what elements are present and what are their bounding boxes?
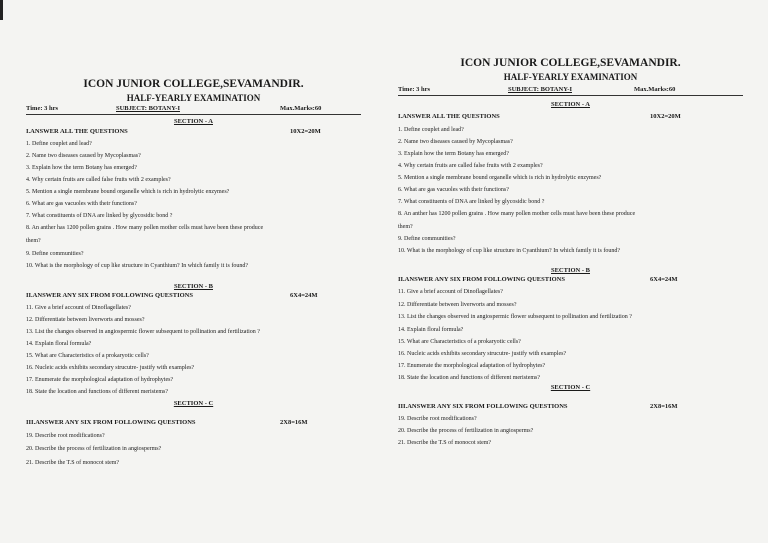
- left-question-paper: [26, 0, 361, 543]
- subject-label: SUBJECT: BOTANY-I: [116, 105, 180, 112]
- question-item: 8. An anther has 1200 pollen grains . How many pollen mother cells must have been these produce: [26, 225, 264, 231]
- question-item: 2. Name two diseases caused by Mycoplasmas?: [26, 153, 141, 159]
- question-item: 7. What constituents of DNA are linked by glycosidic bond ?: [26, 213, 173, 219]
- section-a-marks: 10X2=20M: [650, 113, 681, 120]
- exam-title: HALF-YEARLY EXAMINATION: [503, 72, 638, 82]
- section-c-instruction-row: [26, 419, 361, 426]
- header-rule: [26, 114, 361, 115]
- section-b-instruction: II.ANSWER ANY SIX FROM FOLLOWING QUESTIONS: [26, 292, 193, 299]
- exam-title: HALF-YEARLY EXAMINATION: [126, 93, 261, 103]
- section-c-title: SECTION - C: [550, 384, 591, 391]
- question-item: them?: [26, 238, 41, 244]
- college-name: ICON JUNIOR COLLEGE,SEVAMANDIR.: [460, 57, 681, 69]
- question-item: 19. Describe root modifications?: [26, 433, 105, 439]
- question-item: 5. Mention a single membrane bound organelle which is rich in hydrolytic enzymes?: [26, 189, 230, 195]
- question-item: 1. Define couplet and lead?: [26, 141, 92, 147]
- section-b-marks: 6X4=24M: [290, 292, 318, 299]
- time-label: Time: 3 hrs: [26, 105, 59, 112]
- section-a-title: SECTION - A: [173, 118, 213, 125]
- question-item: 4. Why certain fruits are called false fruits with 2 examples?: [398, 163, 543, 169]
- question-item: 14. Explain floral formula?: [398, 327, 464, 333]
- section-a-marks: 10X2=20M: [290, 128, 321, 135]
- question-item: 20. Describe the process of fertilization in angiosperms?: [398, 428, 534, 434]
- question-item: 11. Give a brief account of Dinoflagellates?: [398, 289, 503, 295]
- section-c-instruction: III.ANSWER ANY SIX FROM FOLLOWING QUESTIONS: [398, 403, 568, 410]
- section-b-title: SECTION - B: [550, 267, 590, 274]
- section-c-marks: 2X8=16M: [650, 403, 678, 410]
- section-a-title: SECTION - A: [550, 101, 590, 108]
- section-a-instruction: I.ANSWER ALL THE QUESTIONS: [398, 113, 500, 120]
- question-item: 10. What is the morphology of cup like structure in Cyanthium? In which family it is found?: [26, 263, 249, 269]
- question-item: 12. Differentiate between liverworts and mosses?: [398, 302, 517, 308]
- scan-edge-mark: [0, 0, 3, 20]
- question-item: 18. State the location and functions of different meristems?: [398, 375, 541, 381]
- question-item: 1. Define couplet and lead?: [398, 127, 464, 133]
- question-item: 6. What are gas vacuoles with their functions?: [26, 201, 137, 207]
- question-item: 21. Describe the T.S of monocot stem?: [26, 460, 120, 466]
- college-name: ICON JUNIOR COLLEGE,SEVAMANDIR.: [83, 78, 304, 90]
- question-item: 7. What constituents of DNA are linked by glycosidic bond ?: [398, 199, 545, 205]
- section-b-instruction: II.ANSWER ANY SIX FROM FOLLOWING QUESTIONS: [398, 276, 565, 283]
- question-item: 3. Explain how the term Botany has emerged?: [26, 165, 137, 171]
- section-c-title: SECTION - C: [173, 400, 214, 407]
- question-item: 14. Explain floral formula?: [26, 341, 92, 347]
- max-marks-label: Max.Marks:60: [634, 86, 676, 93]
- question-item: 15. What are Characteristics of a prokaryotic cells?: [398, 339, 521, 345]
- section-a-instruction: I.ANSWER ALL THE QUESTIONS: [26, 128, 128, 135]
- question-item: them?: [398, 224, 413, 230]
- question-item: 3. Explain how the term Botany has emerged?: [398, 151, 509, 157]
- question-item: 13. List the changes observed in angiospermic flower subsequent to pollination and fertilization ?: [398, 314, 632, 320]
- question-item: 8. An anther has 1200 pollen grains . How many pollen mother cells must have been these produce: [398, 211, 636, 217]
- question-item: 10. What is the morphology of cup like structure in Cyanthium? In which family it is found?: [398, 248, 621, 254]
- question-item: 19. Describe root modifications?: [398, 416, 477, 422]
- header-rule: [398, 95, 743, 96]
- right-question-paper: [398, 0, 743, 543]
- question-item: 5. Mention a single membrane bound organelle which is rich in hydrolytic enzymes?: [398, 175, 602, 181]
- question-item: 4. Why certain fruits are called false fruits with 2 examples?: [26, 177, 171, 183]
- question-item: 16. Nucleic acids exhibits secondary strucutre- justify with examples?: [26, 365, 195, 371]
- question-item: 11. Give a brief account of Dinoflagellates?: [26, 305, 131, 311]
- section-b-instruction-row: [26, 292, 361, 299]
- max-marks-label: Max.Marks:60: [280, 105, 322, 112]
- section-a-instruction-row: [398, 113, 743, 120]
- question-item: 20. Describe the process of fertilization in angiosperms?: [26, 446, 162, 452]
- section-c-marks: 2X8=16M: [280, 419, 308, 426]
- question-item: 15. What are Characteristics of a prokaryotic cells?: [26, 353, 149, 359]
- question-item: 21. Describe the T.S of monocot stem?: [398, 440, 492, 446]
- section-a-instruction-row: [26, 128, 361, 135]
- question-item: 9. Define communities?: [26, 251, 84, 257]
- question-item: 12. Differentiate between liverworts and mosses?: [26, 317, 145, 323]
- section-c-instruction-row: [398, 403, 743, 410]
- question-item: 13. List the changes observed in angiospermic flower subsequent to pollination and fertilization ?: [26, 329, 260, 335]
- question-item: 9. Define communities?: [398, 236, 456, 242]
- question-item: 17. Enumerate the morphological adaptation of hydrophytes?: [26, 377, 174, 383]
- question-item: 6. What are gas vacuoles with their functions?: [398, 187, 509, 193]
- subject-label: SUBJECT: BOTANY-I: [508, 86, 572, 93]
- section-b-instruction-row: [398, 276, 743, 283]
- question-item: 2. Name two diseases caused by Mycoplasmas?: [398, 139, 513, 145]
- question-item: 16. Nucleic acids exhibits secondary strucutre- justify with examples?: [398, 351, 567, 357]
- section-b-marks: 6X4=24M: [650, 276, 678, 283]
- question-item: 17. Enumerate the morphological adaptation of hydrophytes?: [398, 363, 546, 369]
- section-b-title: SECTION - B: [173, 283, 213, 290]
- question-item: 18. State the location and functions of different meristems?: [26, 389, 169, 395]
- time-label: Time: 3 hrs: [398, 86, 431, 93]
- section-c-instruction: III.ANSWER ANY SIX FROM FOLLOWING QUESTIONS: [26, 419, 196, 426]
